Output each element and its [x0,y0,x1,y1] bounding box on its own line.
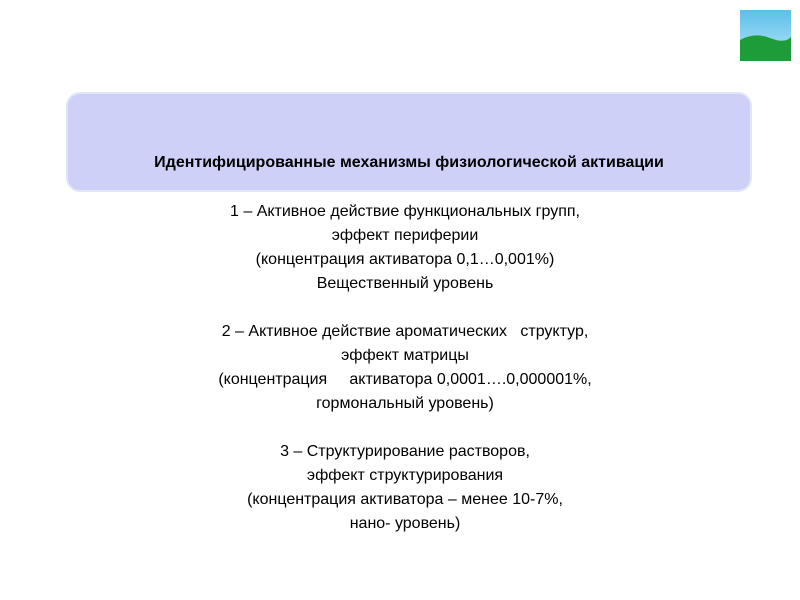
mechanism-3-line-3: (концентрация активатора – менее 10-7%, [247,491,563,508]
mechanism-1-line-2: эффект периферии [331,227,479,244]
mechanism-2-line-4: гормональный уровень) [316,395,494,412]
mechanisms-list [100,200,710,536]
mechanism-3-line-4: нано- уровень) [349,515,461,532]
mechanism-1-line-1: 1 – Активное действие функциональных групп, [230,203,580,220]
mechanism-item-1 [100,200,710,296]
mechanism-item-2 [100,320,710,416]
mechanism-3-line-1: 3 – Структурирование растворов, [280,443,530,460]
mechanism-2-line-3: (концентрация активатора 0,0001….0,000001%, [218,371,592,388]
landscape-logo-icon [740,10,791,61]
mechanism-3-line-2: эффект структурирования [306,467,504,484]
mechanism-2-line-1: 2 – Активное действие ароматических структур, [221,323,589,340]
slide-title: Идентифицированные механизмы физиологической активации [154,154,664,171]
mechanism-2-line-2: эффект матрицы [341,347,469,364]
title-box [66,92,752,192]
mechanism-1-line-4: Вещественный уровень [316,275,494,292]
mechanism-item-3 [100,440,710,536]
mechanism-1-line-3: (концентрация активатора 0,1…0,001%) [255,251,555,268]
